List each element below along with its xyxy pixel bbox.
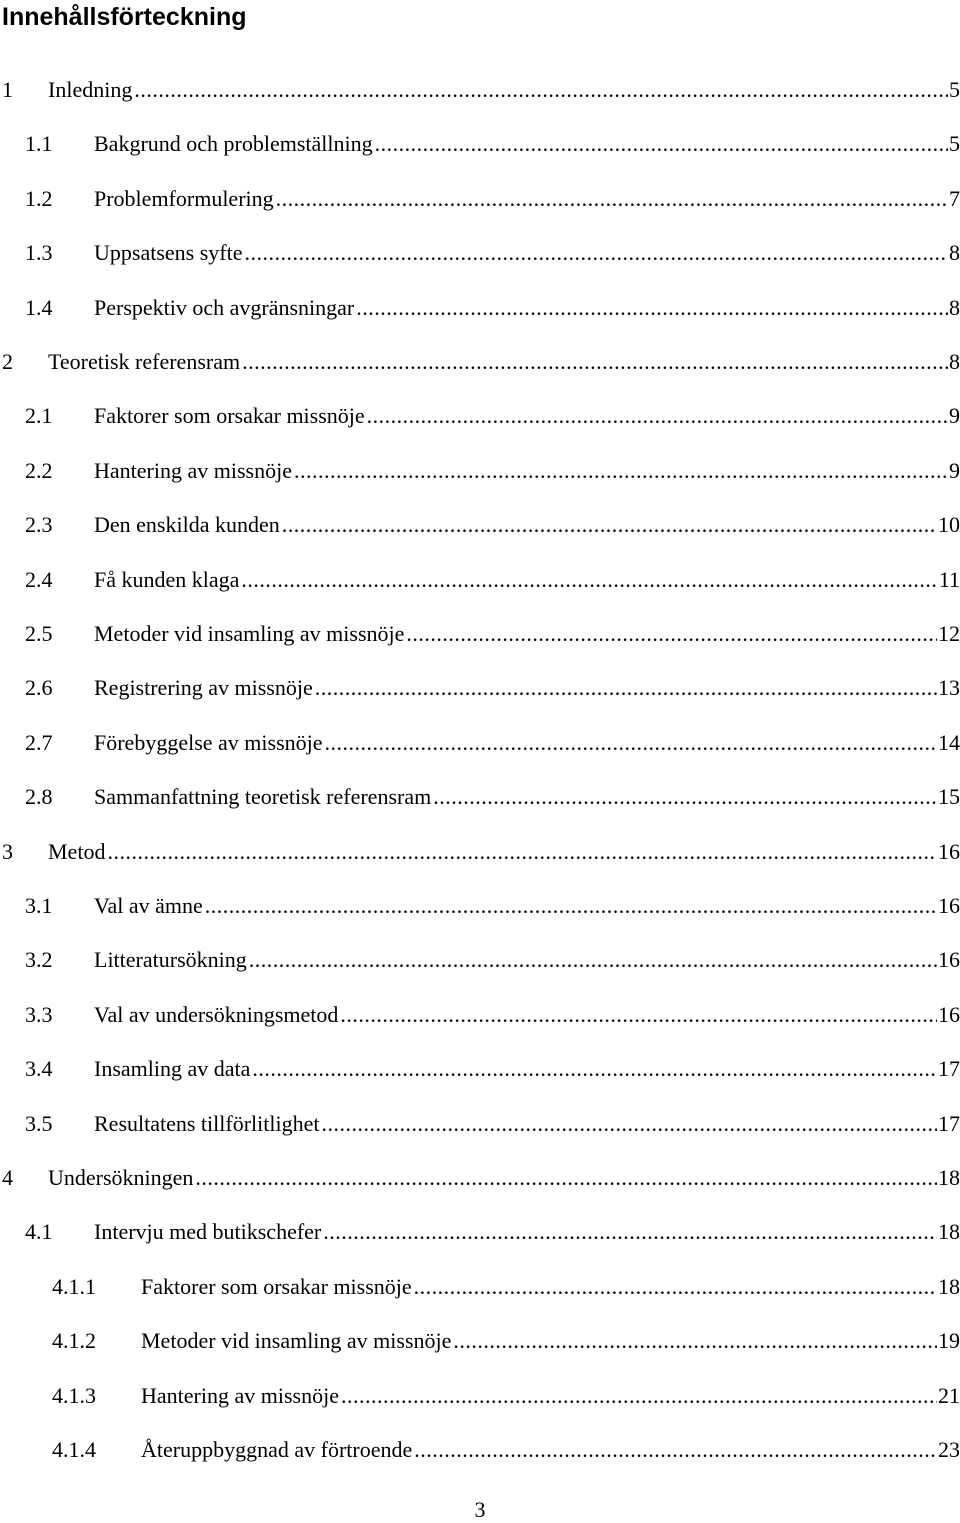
- toc-entry[interactable]: [0, 555, 960, 605]
- toc-dot-leader: [315, 663, 937, 713]
- toc-entry-label: Den enskilda kunden: [94, 512, 280, 538]
- toc-entry-line: [94, 1207, 960, 1257]
- toc-entry-number: 2: [2, 349, 13, 374]
- toc-entry-page: 9: [949, 457, 960, 483]
- toc-entry-label: Insamling av data: [94, 1056, 251, 1082]
- toc-entry[interactable]: [0, 1262, 960, 1312]
- toc-entry[interactable]: [0, 1099, 960, 1149]
- toc-entry-page: 8: [949, 294, 960, 320]
- toc-entry-number: 4.1.4: [52, 1437, 96, 1462]
- toc-entry-page: 18: [938, 1273, 960, 1299]
- toc-entry-line: [48, 65, 960, 115]
- toc-entry-page: 17: [938, 1110, 960, 1136]
- toc-dot-leader: [244, 228, 948, 278]
- toc-entry-line: [94, 609, 960, 659]
- toc-entry-page: 15: [938, 784, 960, 810]
- toc-entry-page: 8: [949, 349, 960, 374]
- toc-entry-label: Problemformulering: [94, 185, 274, 211]
- toc-entry-number: 4.1: [25, 1219, 53, 1245]
- toc-entry-page: 9: [949, 403, 960, 429]
- toc-entry[interactable]: [0, 174, 960, 224]
- toc-entry-line: [48, 1153, 960, 1203]
- toc-entry-number: 2.6: [25, 675, 53, 701]
- toc-entry-line: [141, 1316, 960, 1366]
- toc-entry-page: 12: [938, 621, 960, 646]
- toc-entry-label: Val av undersökningsmetod: [94, 1001, 339, 1027]
- toc-entry-label: Val av ämne: [94, 893, 203, 918]
- toc-dot-leader: [134, 65, 948, 115]
- toc-entry-page: 18: [938, 1165, 960, 1190]
- toc-entry-number: 2.5: [25, 621, 53, 646]
- toc-entry-page: 11: [938, 566, 960, 592]
- toc-entry-number: 1.3: [25, 240, 53, 266]
- toc-entry-line: [141, 1371, 960, 1421]
- toc-entry[interactable]: [0, 1044, 960, 1094]
- toc-entry-page: 16: [938, 947, 960, 973]
- toc-entry-page: 14: [938, 729, 960, 755]
- toc-entry-page: 5: [949, 77, 960, 102]
- toc-entry[interactable]: [0, 1371, 960, 1421]
- toc-entry-number: 4.1.1: [52, 1273, 96, 1299]
- toc-entry-line: [94, 881, 960, 931]
- toc-entry[interactable]: [0, 1425, 960, 1475]
- toc-entry-page: 5: [949, 131, 960, 157]
- toc-entry-line: [48, 337, 960, 387]
- toc-entry-line: [94, 228, 960, 278]
- toc-entry-page: 13: [938, 675, 960, 701]
- toc-dot-leader: [107, 827, 937, 877]
- toc-entry-line: [94, 772, 960, 822]
- toc-entry-label: Få kunden klaga: [94, 566, 240, 592]
- toc-entry[interactable]: [0, 609, 960, 659]
- toc-entry[interactable]: [0, 827, 960, 877]
- toc-entry-number: 3.4: [25, 1056, 53, 1082]
- toc-entry[interactable]: [0, 935, 960, 985]
- toc-entry-page: 16: [938, 838, 960, 864]
- toc-entry-label: Faktorer som orsakar missnöje: [94, 403, 365, 429]
- toc-entry-page: 21: [938, 1382, 960, 1408]
- toc-entry-page: 16: [938, 1001, 960, 1027]
- toc-entry-line: [94, 283, 960, 333]
- toc-dot-leader: [249, 935, 937, 985]
- toc-dot-leader: [406, 609, 937, 659]
- toc-entry-label: Perspektiv och avgränsningar: [94, 294, 355, 320]
- toc-dot-leader: [242, 337, 948, 387]
- toc-dot-leader: [325, 718, 937, 768]
- toc-entry-page: 17: [938, 1056, 960, 1082]
- toc-entry-label: Bakgrund och problemställning: [94, 131, 373, 157]
- toc-entry-label: Litteratursökning: [94, 947, 247, 973]
- toc-entry-number: 3.5: [25, 1110, 53, 1136]
- toc-entry-line: [141, 1425, 960, 1475]
- toc-entry-page: 18: [938, 1219, 960, 1245]
- toc-entry[interactable]: [0, 1207, 960, 1257]
- toc-dot-leader: [205, 881, 937, 931]
- toc-entry-label: Metoder vid insamling av missnöje: [94, 621, 405, 646]
- toc-entry-number: 4.1.3: [52, 1382, 96, 1408]
- toc-entry-number: 2.2: [25, 457, 53, 483]
- toc-dot-leader: [414, 1262, 937, 1312]
- toc-entry-label: Metod: [48, 838, 106, 864]
- toc-entry-number: 4: [2, 1165, 13, 1190]
- toc-entry-line: [48, 827, 960, 877]
- toc-entry[interactable]: [0, 283, 960, 333]
- toc-entry-number: 4.1.2: [52, 1328, 96, 1354]
- toc-dot-leader: [321, 1099, 937, 1149]
- toc-entry-page: 16: [938, 893, 960, 918]
- toc-dot-leader: [252, 1044, 937, 1094]
- toc-entry-label: Inledning: [48, 77, 133, 102]
- toc-dot-leader: [294, 446, 948, 496]
- toc-entry-line: [94, 990, 960, 1040]
- toc-dot-leader: [433, 772, 937, 822]
- toc-entry-label: Hantering av missnöje: [94, 457, 292, 483]
- toc-entry-page: 8: [949, 240, 960, 266]
- toc-entry[interactable]: [0, 391, 960, 441]
- toc-title: Innehållsförteckning: [2, 3, 247, 31]
- toc-entry[interactable]: [0, 1316, 960, 1366]
- toc-entry-number: 1.4: [25, 294, 53, 320]
- toc-entry-label: Hantering av missnöje: [141, 1382, 339, 1408]
- toc-dot-leader: [241, 555, 937, 605]
- toc-entry[interactable]: [0, 119, 960, 169]
- toc-dot-leader: [341, 1371, 937, 1421]
- toc-entry-label: Undersökningen: [48, 1165, 194, 1190]
- toc-entry-number: 2.8: [25, 784, 53, 810]
- toc-entry-line: [94, 119, 960, 169]
- toc-dot-leader: [453, 1316, 937, 1366]
- toc-entry[interactable]: [0, 663, 960, 713]
- toc-entry-number: 3.1: [25, 893, 53, 918]
- toc-entry-page: 23: [938, 1437, 960, 1462]
- toc-entry-number: 2.7: [25, 729, 53, 755]
- toc-entry-line: [94, 1099, 960, 1149]
- toc-dot-leader: [323, 1207, 937, 1257]
- toc-entry-label: Intervju med butikschefer: [94, 1219, 322, 1245]
- toc-entry-number: 2.1: [25, 403, 53, 429]
- toc-dot-leader: [195, 1153, 937, 1203]
- toc-entry-label: Återuppbyggnad av förtroende: [141, 1437, 413, 1462]
- toc-dot-leader: [414, 1425, 937, 1475]
- toc-entry-line: [94, 555, 960, 605]
- toc-dot-leader: [375, 119, 948, 169]
- toc-dot-leader: [276, 174, 948, 224]
- toc-entry[interactable]: [0, 990, 960, 1040]
- toc-entry[interactable]: [0, 1153, 960, 1203]
- toc-entry[interactable]: [0, 881, 960, 931]
- toc-entry-number: 2.3: [25, 512, 53, 538]
- toc-entry-line: [94, 935, 960, 985]
- toc-entry-number: 1.2: [25, 185, 53, 211]
- toc-entry-page: 10: [938, 512, 960, 538]
- toc-entry-line: [141, 1262, 960, 1312]
- page-number: 3: [474, 1497, 486, 1522]
- toc-entry-number: 3: [2, 838, 13, 864]
- toc-entry-page: 19: [938, 1328, 960, 1354]
- toc-entry-label: Förebyggelse av missnöje: [94, 729, 323, 755]
- toc-entry-label: Teoretisk referensram: [48, 349, 241, 374]
- toc-entry[interactable]: [0, 228, 960, 278]
- toc-entry-page: 7: [949, 185, 960, 211]
- toc-dot-leader: [367, 391, 948, 441]
- toc-entry-line: [94, 663, 960, 713]
- toc-entry-label: Resultatens tillförlitlighet: [94, 1110, 320, 1136]
- toc-entry-label: Sammanfattning teoretisk referensram: [94, 784, 432, 810]
- toc-dot-leader: [356, 283, 948, 333]
- toc-entry-label: Uppsatsens syfte: [94, 240, 243, 266]
- toc-entry[interactable]: [0, 500, 960, 550]
- toc-dot-leader: [282, 500, 937, 550]
- toc-entry[interactable]: [0, 337, 960, 387]
- toc-entry-line: [94, 718, 960, 768]
- toc-dot-leader: [340, 990, 937, 1040]
- toc-entry-line: [94, 446, 960, 496]
- toc-entry-label: Metoder vid insamling av missnöje: [141, 1328, 452, 1354]
- toc-entry-label: Registrering av missnöje: [94, 675, 313, 701]
- toc-entry-line: [94, 391, 960, 441]
- toc-entry-number: 3.3: [25, 1001, 53, 1027]
- toc-entry-number: 1.1: [25, 131, 53, 157]
- toc-entry[interactable]: [0, 65, 960, 115]
- toc-entry-number: 1: [2, 77, 13, 102]
- toc-entry-line: [94, 500, 960, 550]
- toc-entry-line: [94, 174, 960, 224]
- toc-entry-label: Faktorer som orsakar missnöje: [141, 1273, 412, 1299]
- toc-entry[interactable]: [0, 772, 960, 822]
- toc-entry[interactable]: [0, 446, 960, 496]
- toc-entry-number: 2.4: [25, 566, 53, 592]
- toc-entry[interactable]: [0, 718, 960, 768]
- toc-entry-number: 3.2: [25, 947, 53, 973]
- toc-entry-line: [94, 1044, 960, 1094]
